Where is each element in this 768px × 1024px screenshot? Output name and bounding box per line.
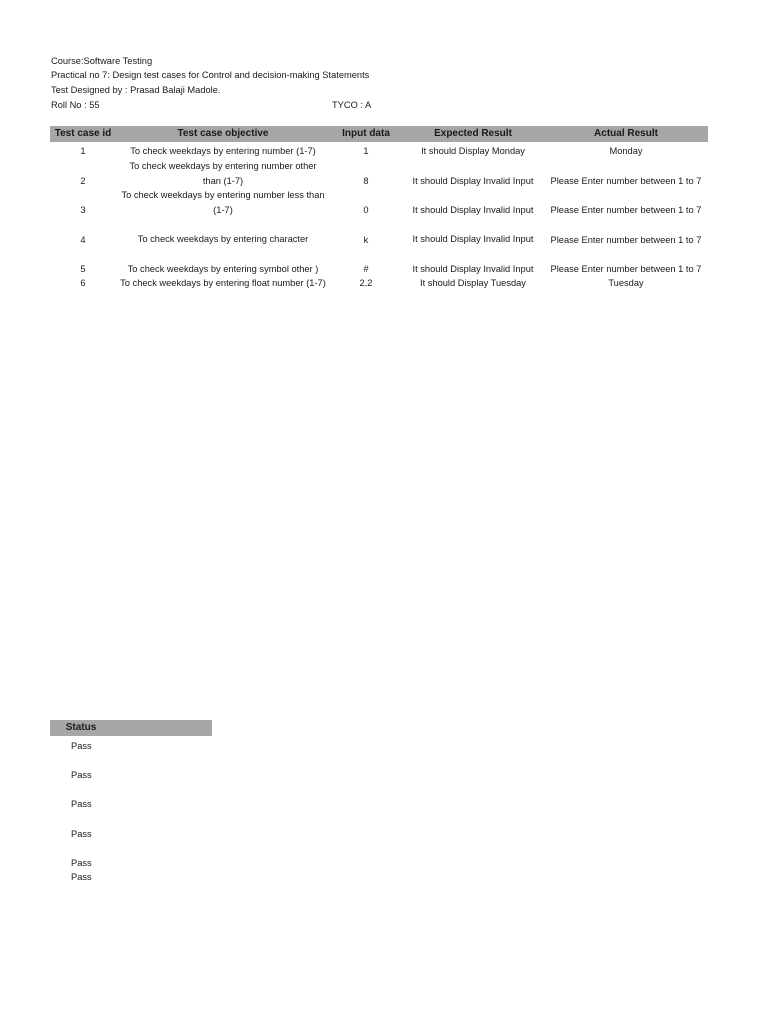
col-header-actual: Actual Result xyxy=(594,128,658,139)
designed-by-line: Test Designed by : Prasad Balaji Madole. xyxy=(51,85,221,95)
cell-actual: Please Enter number between 1 to 7 xyxy=(550,235,702,245)
cell-input: 2.2 xyxy=(359,278,373,288)
cell-input: # xyxy=(363,264,369,274)
cell-id: 5 xyxy=(80,264,86,274)
status-value: Pass xyxy=(71,858,92,868)
class-line: TYCO : A xyxy=(332,100,372,110)
cell-expected: It should Display Tuesday xyxy=(420,278,526,288)
status-value: Pass xyxy=(71,829,92,839)
cell-expected: It should Display Invalid Input xyxy=(412,205,534,215)
cell-actual: Please Enter number between 1 to 7 xyxy=(550,176,702,186)
status-value: Pass xyxy=(71,741,92,751)
cell-id: 4 xyxy=(80,235,86,245)
cell-input: 8 xyxy=(363,176,369,186)
cell-actual: Please Enter number between 1 to 7 xyxy=(550,264,702,274)
table-row xyxy=(50,144,708,160)
col-header-input: Input data xyxy=(342,128,390,139)
cell-objective: To check weekdays by entering number (1-7) xyxy=(130,146,316,156)
cell-input: 0 xyxy=(363,205,369,215)
table-row xyxy=(50,188,708,218)
cell-expected: It should Display Invalid Input xyxy=(412,234,534,244)
cell-expected: It should Display Monday xyxy=(421,146,525,156)
cell-objective: To check weekdays by entering number less than (1-7) xyxy=(121,190,325,215)
cell-id: 2 xyxy=(80,176,86,186)
roll-no-line: Roll No : 55 xyxy=(51,100,100,110)
table-row xyxy=(50,232,708,248)
status-value: Pass xyxy=(71,872,92,882)
cell-input: k xyxy=(363,235,369,245)
cell-input: 1 xyxy=(363,146,369,156)
practical-line: Practical no 7: Design test cases for Control and decision-making Statements xyxy=(51,70,370,80)
col-header-id: Test case id xyxy=(54,128,112,139)
status-header xyxy=(50,720,212,736)
cell-actual: Monday xyxy=(609,146,643,156)
status-value: Pass xyxy=(71,770,92,780)
table-row xyxy=(50,276,708,292)
col-header-expected: Expected Result xyxy=(434,128,512,139)
cell-id: 6 xyxy=(80,278,86,288)
cell-actual: Tuesday xyxy=(608,278,644,288)
status-value: Pass xyxy=(71,799,92,809)
cell-id: 1 xyxy=(80,146,86,156)
cell-expected: It should Display Invalid Input xyxy=(412,264,534,274)
table-row xyxy=(50,159,708,189)
cell-objective: To check weekdays by entering character xyxy=(137,234,309,244)
col-header-objective: Test case objective xyxy=(177,128,269,139)
cell-actual: Please Enter number between 1 to 7 xyxy=(550,205,702,215)
status-header-label: Status xyxy=(65,722,97,733)
cell-expected: It should Display Invalid Input xyxy=(412,176,534,186)
cell-objective: To check weekdays by entering float number (1-7) xyxy=(120,278,326,288)
table-header xyxy=(50,126,708,142)
course-line: Course:Software Testing xyxy=(51,56,153,66)
cell-id: 3 xyxy=(80,205,86,215)
cell-objective: To check weekdays by entering symbol other ) xyxy=(127,264,319,274)
cell-objective: To check weekdays by entering number other than (1-7) xyxy=(129,161,317,186)
